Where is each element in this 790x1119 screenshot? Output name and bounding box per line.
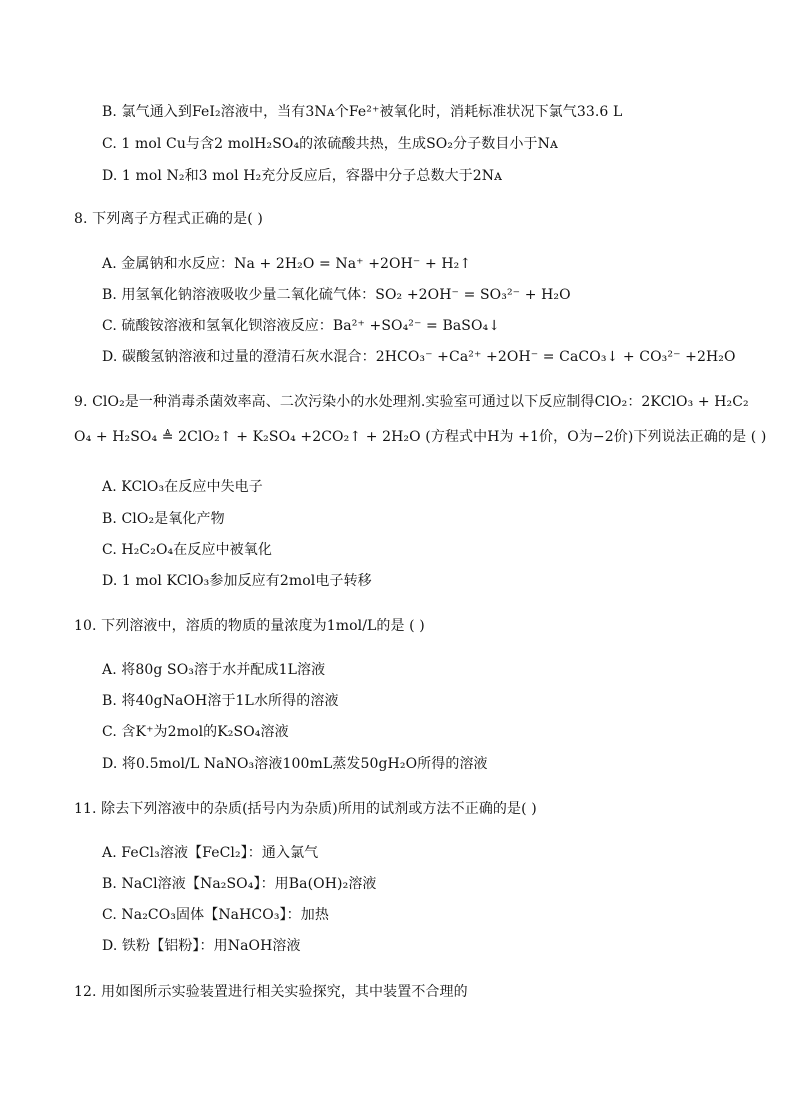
q11-option-b: B. NaCl溶液【Na₂SO₄】：用Ba(OH)₂溶液 bbox=[102, 876, 377, 892]
q8-option-d: D. 碳酸氢钠溶液和过量的澄清石灰水混合：2HCO₃⁻ +Ca²⁺ +2OH⁻ = CaCO₃↓ + CO₃²⁻ +2H₂O bbox=[102, 349, 736, 365]
q7-option-d: D. 1 mol N₂和3 mol H₂充分反应后，容器中分子总数大于2Nᴀ bbox=[102, 168, 503, 184]
q10-stem: 10. 下列溶液中，溶质的物质的量浓度为1mol/L的是 ( ) bbox=[74, 618, 425, 634]
q9-option-a: A. KClO₃在反应中失电子 bbox=[102, 479, 263, 495]
q8-stem: 8. 下列离子方程式正确的是( ) bbox=[74, 211, 263, 227]
q7-option-b: B. 氯气通入到FeI₂溶液中，当有3Nᴀ个Fe²⁺被氧化时，消耗标准状况下氯气33.6 L bbox=[102, 104, 623, 120]
q9-stem-line2: O₄ + H₂SO₄ ≜ 2ClO₂↑ + K₂SO₄ +2CO₂↑ + 2H₂O (方程式中H为 +1价，O为−2价)下列说法正确的是 ( ) bbox=[74, 429, 767, 445]
q9-stem-line1: 9. ClO₂是一种消毒杀菌效率高、二次污染小的水处理剂.实验室可通过以下反应制得ClO₂：2KClO₃ + H₂C₂ bbox=[74, 394, 749, 410]
q8-option-a: A. 金属钠和水反应：Na + 2H₂O = Na⁺ +2OH⁻ + H₂↑ bbox=[102, 256, 472, 272]
q11-option-d: D. 铁粉【铝粉】：用NaOH溶液 bbox=[102, 938, 301, 954]
q7-option-c: C. 1 mol Cu与含2 molH₂SO₄的浓硫酸共热，生成SO₂分子数目小于Nᴀ bbox=[102, 136, 559, 152]
q11-stem: 11. 除去下列溶液中的杂质(括号内为杂质)所用的试剂或方法不正确的是( ) bbox=[74, 801, 537, 817]
q10-option-c: C. 含K⁺为2mol的K₂SO₄溶液 bbox=[102, 724, 289, 740]
q8-option-b: B. 用氢氧化钠溶液吸收少量二氧化硫气体：SO₂ +2OH⁻ = SO₃²⁻ + H₂O bbox=[102, 287, 571, 303]
q12-stem: 12. 用如图所示实验装置进行相关实验探究，其中装置不合理的 bbox=[74, 984, 468, 1000]
q11-option-a: A. FeCl₃溶液【FeCl₂】：通入氯气 bbox=[102, 845, 319, 861]
q10-option-b: B. 将40gNaOH溶于1L水所得的溶液 bbox=[102, 693, 339, 709]
q11-option-c: C. Na₂CO₃固体【NaHCO₃】：加热 bbox=[102, 907, 329, 923]
q8-option-c: C. 硫酸铵溶液和氢氧化钡溶液反应：Ba²⁺ +SO₄²⁻ = BaSO₄↓ bbox=[102, 318, 501, 334]
q9-option-b: B. ClO₂是氧化产物 bbox=[102, 511, 225, 527]
q9-option-d: D. 1 mol KClO₃参加反应有2mol电子转移 bbox=[102, 573, 372, 589]
q10-option-d: D. 将0.5mol/L NaNO₃溶液100mL蒸发50gH₂O所得的溶液 bbox=[102, 756, 488, 772]
q9-option-c: C. H₂C₂O₄在反应中被氧化 bbox=[102, 542, 272, 558]
q10-option-a: A. 将80g SO₃溶于水并配成1L溶液 bbox=[102, 662, 326, 678]
